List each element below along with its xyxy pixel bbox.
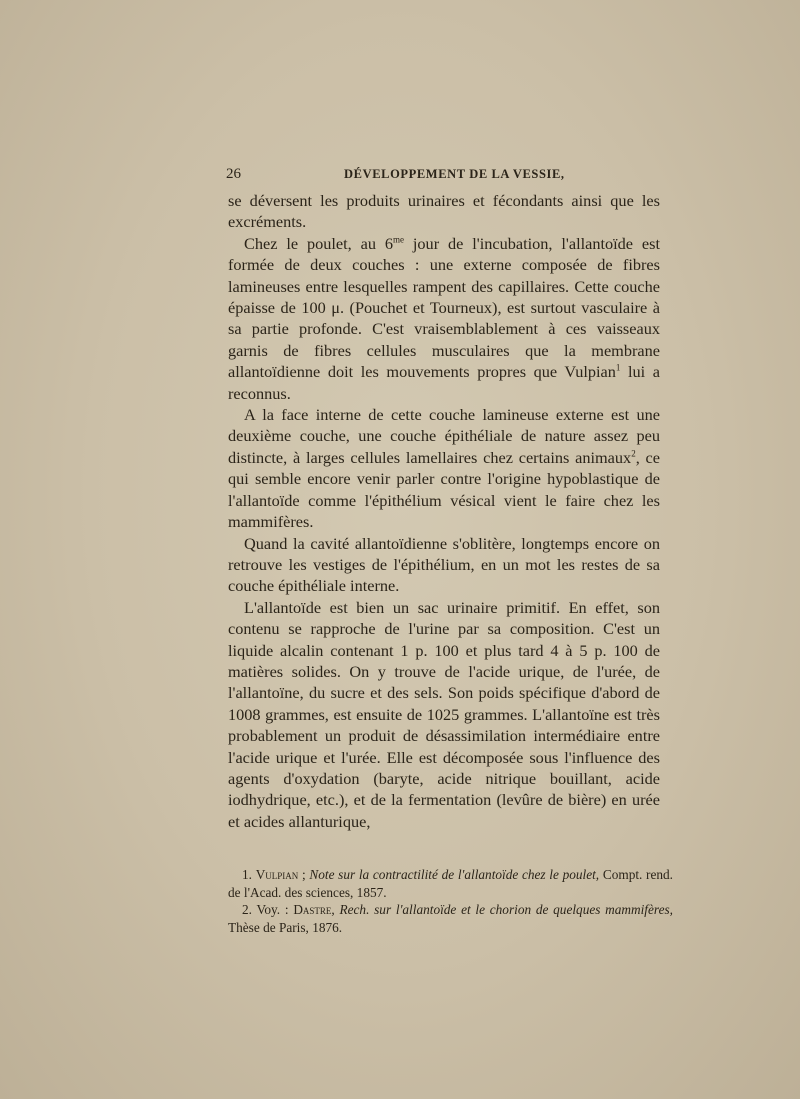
paragraph-text: , ce qui semble encore venir parler contre l'origine hypoblastique de l'allantoïde comme l'épithélium vésical vient le faire chez les mammifères. bbox=[228, 447, 661, 532]
footnote-1 bbox=[228, 866, 673, 901]
body-text bbox=[228, 190, 660, 832]
footnote-author: Vulpian bbox=[255, 867, 299, 882]
paragraph-text: A la face interne de cette couche lamineuse externe est une deuxième couche, une couche épithéliale de nature assez peu distincte, à larges cellules lamellaires chez certains animaux bbox=[228, 405, 660, 467]
paragraph-text: Chez le poulet, au 6 bbox=[244, 233, 394, 253]
footnote-title: Rech. sur l'allantoïde et le chorion de quelques mammifères, bbox=[334, 902, 673, 917]
paragraph-text: jour de l'incubation, l'allantoïde est formée de deux couches : une externe composée de fibres lamineuses entre lesquelles rampent des capillaires. Cette couche épaisse de 100 μ. (Pouchet et Tourneux), est surtout vasculaire à sa partie profonde. C'est vraisemblablement à ces vaisseaux garnis de fibres cellules musculaires que la membrane allantoïdienne doit les mouvements propres que Vulpian bbox=[228, 233, 661, 382]
footnote-separator: ; bbox=[298, 867, 310, 882]
footnote-author: Dastre, bbox=[293, 902, 335, 917]
running-title: DÉVELOPPEMENT DE LA VESSIE, bbox=[344, 167, 565, 181]
paragraph: L'allantoïde est bien un sac urinaire primitif. En effet, son contenu se rapproche de l'urine par sa composition. C'est un liquide alcalin contenant 1 p. 100 et plus tard 4 à 5 p. 100 de matières solides. On y trouve de l'acide urique, de l'urée, de l'allantoïne, du sucre et des sels. Son poids spécifique d'abord de 1008 grammes, est ensuite de 1025 grammes. L'allantoïne est très probablement un produit de désassimilation intermédiaire entre l'acide urique et l'urée. Elle est décomposée sous l'influence des agents d'oxydation (baryte, acide nitrique bouillant, acide iodhydrique, etc.), et de la fermentation (levûre de bière) en urée et acides allanturique, bbox=[228, 597, 660, 831]
footnote-source: Thèse de Paris, 1876. bbox=[228, 919, 343, 935]
paragraph: se déversent les produits urinaires et fécondants ainsi que les excréments. bbox=[228, 191, 660, 232]
paragraph bbox=[228, 233, 660, 404]
footnote-source: Compt. rend. de l'Acad. des sciences, 1857. bbox=[228, 867, 673, 900]
footnote-prefix: Voy. : bbox=[251, 902, 294, 917]
footnote-2 bbox=[228, 901, 673, 936]
paragraph: Quand la cavité allantoïdienne s'oblitère, longtemps encore on retrouve les vestiges de l'épithélium, en un mot les restes de sa couche épithéliale interne. bbox=[228, 533, 660, 596]
footnotes bbox=[228, 866, 673, 936]
running-head bbox=[226, 166, 666, 190]
page-number: 26 bbox=[226, 166, 241, 182]
paragraph-text: lui a reconnus. bbox=[228, 362, 660, 403]
footnote-ref: 1 bbox=[615, 362, 621, 373]
ordinal-superscript: me bbox=[393, 234, 405, 245]
footnote-title: Note sur la contractilité de l'allantoïde chez le poulet, bbox=[309, 867, 600, 882]
footnote-number: 1. bbox=[242, 867, 252, 882]
footnote-number: 2. bbox=[242, 902, 252, 917]
footnote-ref: 2 bbox=[631, 448, 636, 459]
paragraph bbox=[228, 404, 660, 532]
